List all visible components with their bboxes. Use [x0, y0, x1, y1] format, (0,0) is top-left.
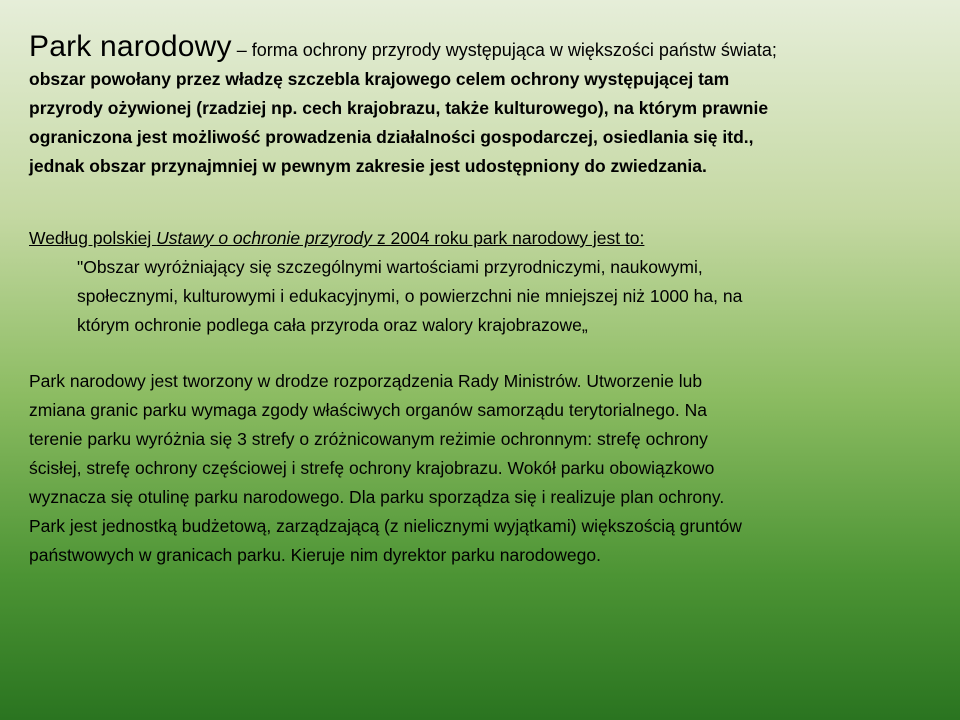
- quote-line: którym ochronie podlega cała przyroda oraz walory krajobrazowe„: [77, 315, 588, 335]
- intro-line: obszar powołany przez władzę szczebla krajowego celem ochrony występującej tam: [29, 69, 730, 89]
- intro-first-line: [29, 32, 934, 65]
- law-paragraph: [29, 224, 934, 340]
- law-lead: [29, 224, 934, 253]
- title-definition: – forma ochrony przyrody występująca w większości państw świata;: [231, 40, 777, 60]
- quote-line: społecznymi, kulturowymi i edukacyjnymi, o powierzchni nie mniejszej niż 1000 ha, na: [77, 286, 743, 306]
- law-lead-before: Według polskiej: [29, 228, 157, 248]
- creation-line: zmiana granic parku wymaga zgody właściwych organów samorządu terytorialnego. Na: [29, 400, 707, 420]
- creation-line: ścisłej, strefę ochrony częściowej i strefę ochrony krajobrazu. Wokół parku obowiązkowo: [29, 458, 715, 478]
- law-quote: [77, 253, 934, 340]
- intro-line: ograniczona jest możliwość prowadzenia działalności gospodarczej, osiedlania się itd.,: [29, 127, 754, 147]
- intro-line: jednak obszar przynajmniej w pewnym zakresie jest udostępniony do zwiedzania.: [29, 156, 707, 176]
- quote-line: "Obszar wyróżniający się szczególnymi wartościami przyrodniczymi, naukowymi,: [77, 257, 703, 277]
- page-title: Park narodowy: [29, 30, 232, 63]
- creation-line: Park narodowy jest tworzony w drodze rozporządzenia Rady Ministrów. Utworzenie lub: [29, 371, 703, 391]
- creation-paragraph: [29, 367, 934, 570]
- intro-paragraph: [29, 32, 934, 181]
- law-lead-after: z 2004 roku park narodowy jest to:: [372, 228, 645, 248]
- law-act-name: Ustawy o ochronie przyrody: [156, 228, 373, 248]
- creation-line: państwowych w granicach parku. Kieruje nim dyrektor parku narodowego.: [29, 545, 601, 565]
- creation-line: Park jest jednostką budżetową, zarządzającą (z nielicznymi wyjątkami) większością gruntów: [29, 516, 742, 536]
- creation-line: wyznacza się otulinę parku narodowego. Dla parku sporządza się i realizuje plan ochrony.: [29, 487, 725, 507]
- creation-line: terenie parku wyróżnia się 3 strefy o zróżnicowanym reżimie ochronnym: strefę ochrony: [29, 429, 708, 449]
- intro-line: przyrody ożywionej (rzadziej np. cech krajobrazu, także kulturowego), na którym prawnie: [29, 98, 769, 118]
